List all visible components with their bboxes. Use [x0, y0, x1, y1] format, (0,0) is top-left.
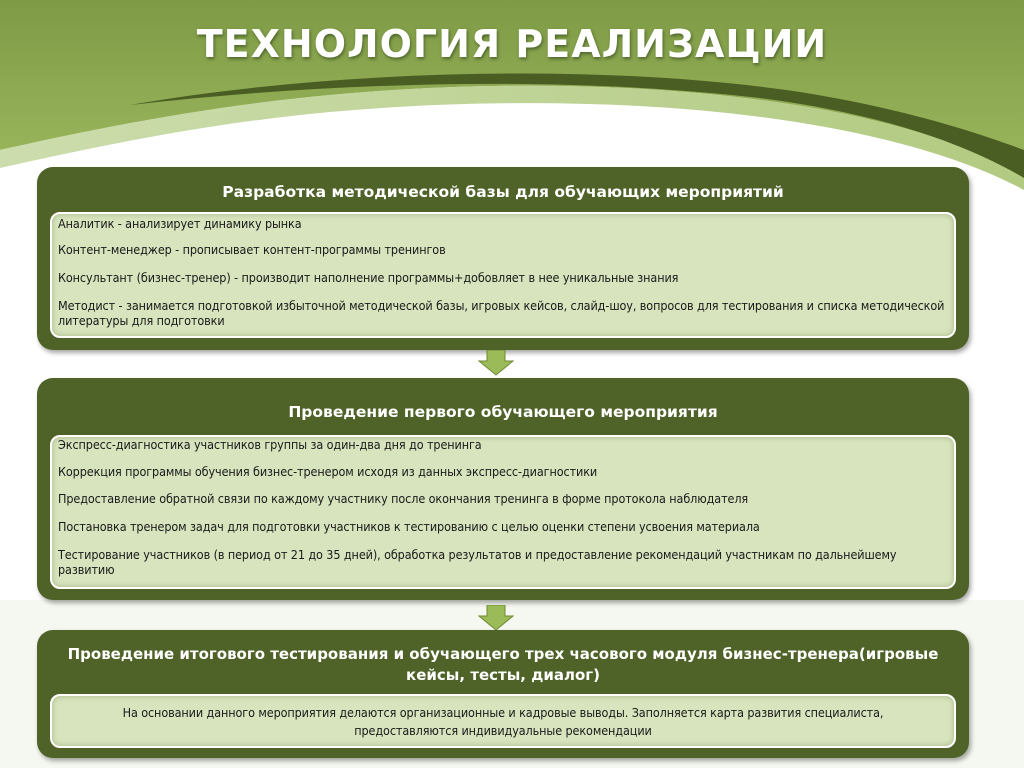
stage-items-panel — [50, 435, 956, 589]
list-item: Контент-менеджер - прописывает контент-программы тренингов — [58, 242, 446, 257]
list-item: Методист - занимается подготовкой избыточной методической базы, игровых кейсов, слайд-шоу, вопросов для тестирования и списка методической литературы для подготовки — [58, 298, 945, 328]
down-arrow-icon — [478, 350, 514, 376]
stage-block-first-training — [37, 378, 969, 600]
list-item: Тестирование участников (в период от 21 до 35 дней), обработка результатов и предоставление рекомендаций участникам по дальнейшему развитию — [58, 547, 897, 577]
list-item: На основании данного мероприятия делаются организационные и кадровые выводы. Заполняется карта развития специалиста, предоставляются индивидуальные рекомендации — [122, 705, 884, 738]
stage-items-panel — [50, 212, 956, 338]
stage-block-final-testing — [37, 630, 969, 758]
list-item: Постановка тренером задач для подготовки участников к тестированию с целью оценки степени усвоения материала — [58, 519, 760, 534]
stage-heading: Разработка методической базы для обучающих мероприятий — [222, 183, 784, 201]
list-item: Экспресс-диагностика участников группы за один-два дня до тренинга — [58, 437, 482, 452]
page-title: ТЕХНОЛОГИЯ РЕАЛИЗАЦИИ — [196, 22, 828, 66]
list-item: Предоставление обратной связи по каждому участнику после окончания тренинга в форме протокола наблюдателя — [58, 491, 749, 506]
stage-items-panel — [50, 694, 956, 748]
list-item: Аналитик - анализирует динамику рынка — [58, 216, 302, 231]
list-item: Коррекция программы обучения бизнес-тренером исходя из данных экспресс-диагностики — [58, 464, 598, 479]
down-arrow-icon — [478, 605, 514, 631]
list-item: Консультант (бизнес-тренер) - производит наполнение программы+добовляет в нее уникальные знания — [58, 270, 679, 285]
stage-heading: Проведение итогового тестирования и обучающего трех часового модуля бизнес-тренера(игровые кейсы, тесты, диалог) — [67, 645, 939, 684]
stage-heading: Проведение первого обучающего мероприятия — [288, 403, 718, 421]
stage-block-development — [37, 167, 969, 350]
